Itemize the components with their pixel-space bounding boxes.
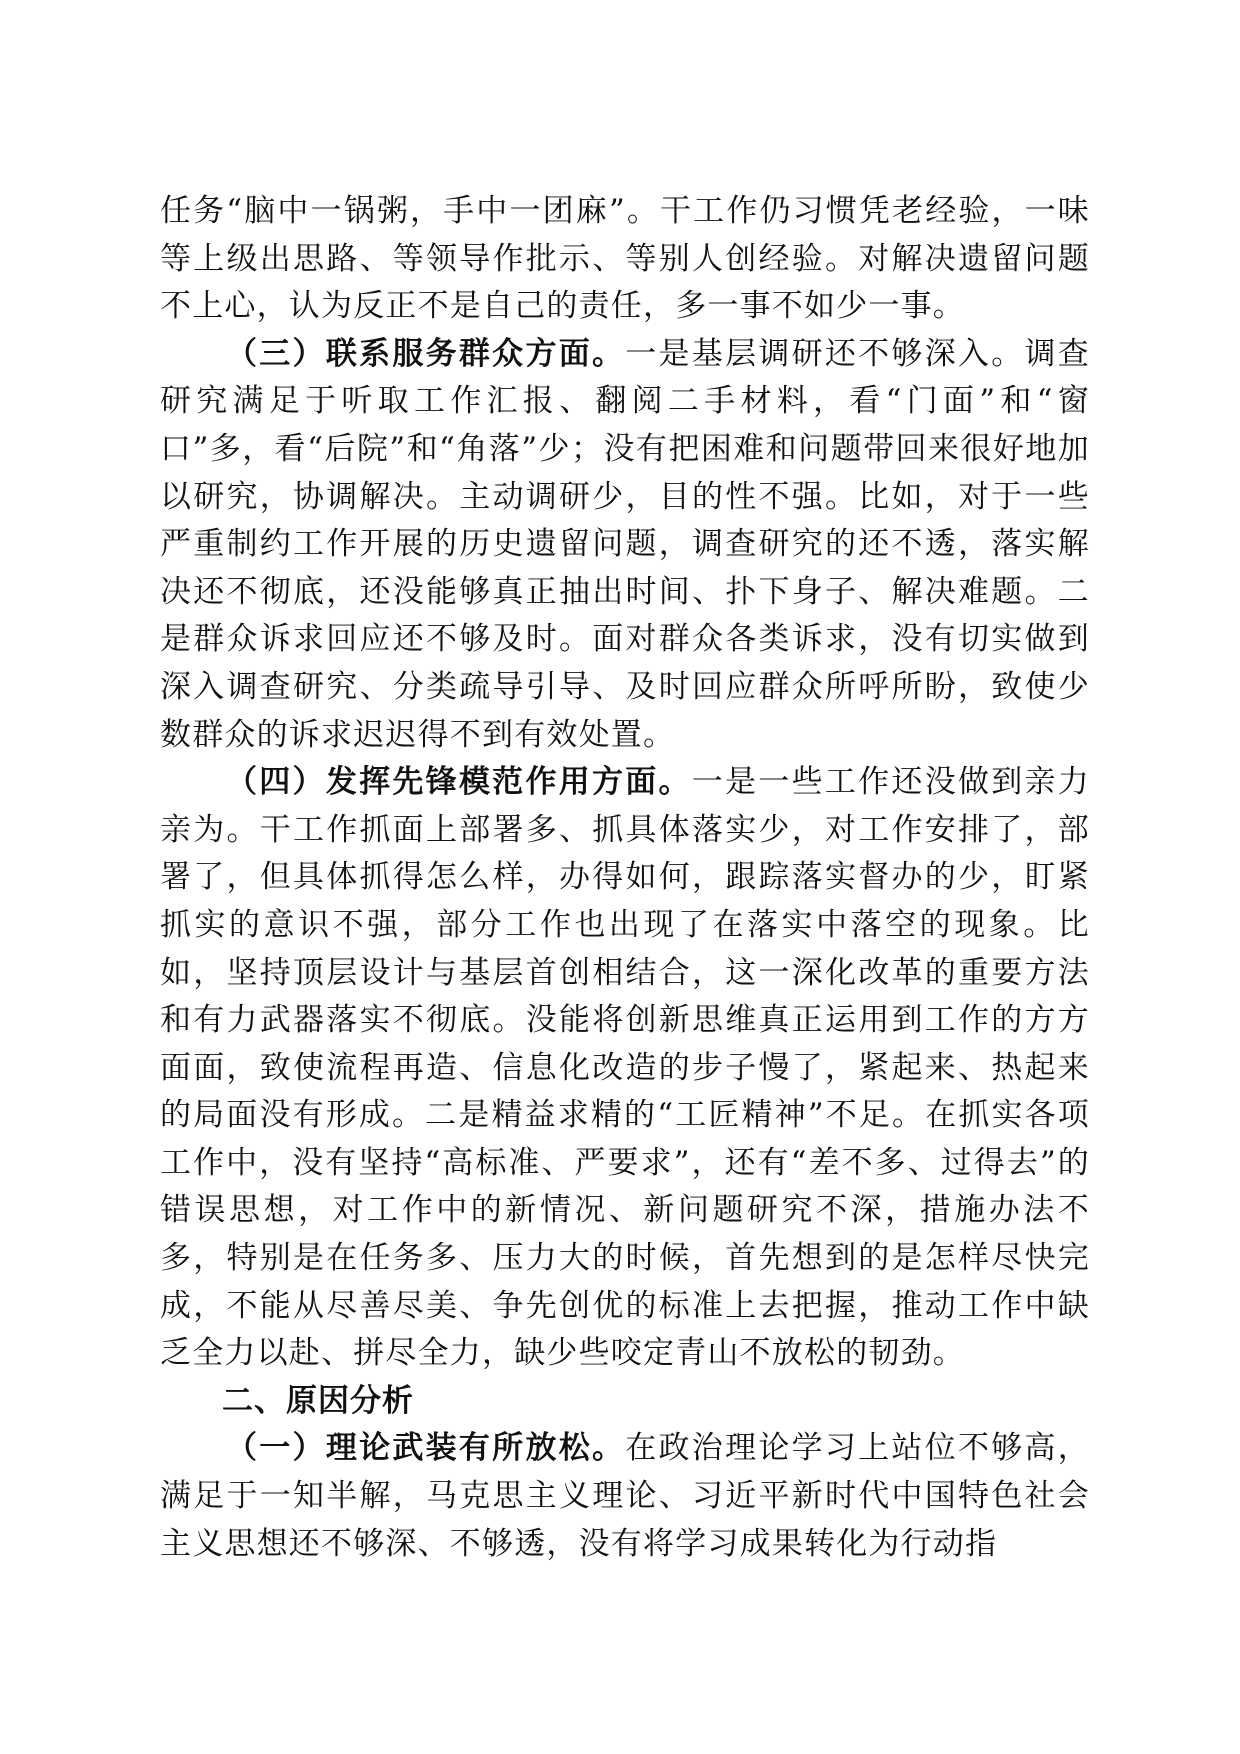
document-page bbox=[160, 188, 1090, 1568]
section-3-body: 一是基层调研还不够深入。调查研究满足于听取工作汇报、翻阅二手材料，看“门面”和“窗口”多，看“后院”和“角落”少；没有把困难和问题带回来很好地加以研究，协调解决。主动调研少，目的性不强。比如，对于一些严重制约工作开展的历史遗留问题，调查研究的还不透，落实解决还不彻底，还没能够真正抽出时间、扑下身子、解决难题。二是群众诉求回应还不够及时。面对群众各类诉求，没有切实做到深入调查研究、分类疏导引导、及时回应群众所呼所盼，致使少数群众的诉求迟迟得不到有效处置。 bbox=[160, 335, 1090, 753]
section-4-body: 一是一些工作还没做到亲力亲为。干工作抓面上部署多、抓具体落实少，对工作安排了，部署了，但具体抓得怎么样，办得如何，跟踪落实督办的少，盯紧抓实的意识不强，部分工作也出现了在落实中落空的现象。比如，坚持顶层设计与基层首创相结合，这一深化改革的重要方法和有力武器落实不彻底。没能将创新思维真正运用到工作的方方面面，致使流程再造、信息化改造的步子慢了，紧起来、热起来的局面没有形成。二是精益求精的“工匠精神”不足。在抓实各项工作中，没有坚持“高标准、严要求”，还有“差不多、过得去”的错误思想，对工作中的新情况、新问题研究不深，措施办法不多，特别是在任务多、压力大的时候，首先想到的是怎样尽快完成，不能从尽善尽美、争先创优的标准上去把握，推动工作中缺乏全力以赴、拼尽全力，缺少些咬定青山不放松的韧劲。 bbox=[160, 764, 1090, 1372]
paragraph-continued: 任务“脑中一锅粥，手中一团麻”。干工作仍习惯凭老经验，一味等上级出思路、等领导作批示、等别人创经验。对解决遗留问题不上心，认为反正不是自己的责任，多一事不如少一事。 bbox=[160, 193, 1090, 325]
cause-1-body: 在政治理论学习上站位不够高，满足于一知半解，马克思主义理论、习近平新时代中国特色社会主义思想还不够深、不够透，没有将学习成果转化为行动指 bbox=[160, 1430, 1090, 1562]
heading-cause-analysis: 二、原因分析 bbox=[222, 1382, 414, 1419]
section-4-lead: （四）发挥先锋模范作用方面。 bbox=[226, 764, 692, 801]
paragraph-section-3 bbox=[160, 331, 1090, 759]
paragraph-section-4 bbox=[160, 759, 1090, 1378]
section-3-lead: （三）联系服务群众方面。 bbox=[226, 335, 626, 372]
cause-1-lead: （一）理论武装有所放松。 bbox=[226, 1430, 626, 1467]
paragraph-cause-1 bbox=[160, 1425, 1090, 1568]
